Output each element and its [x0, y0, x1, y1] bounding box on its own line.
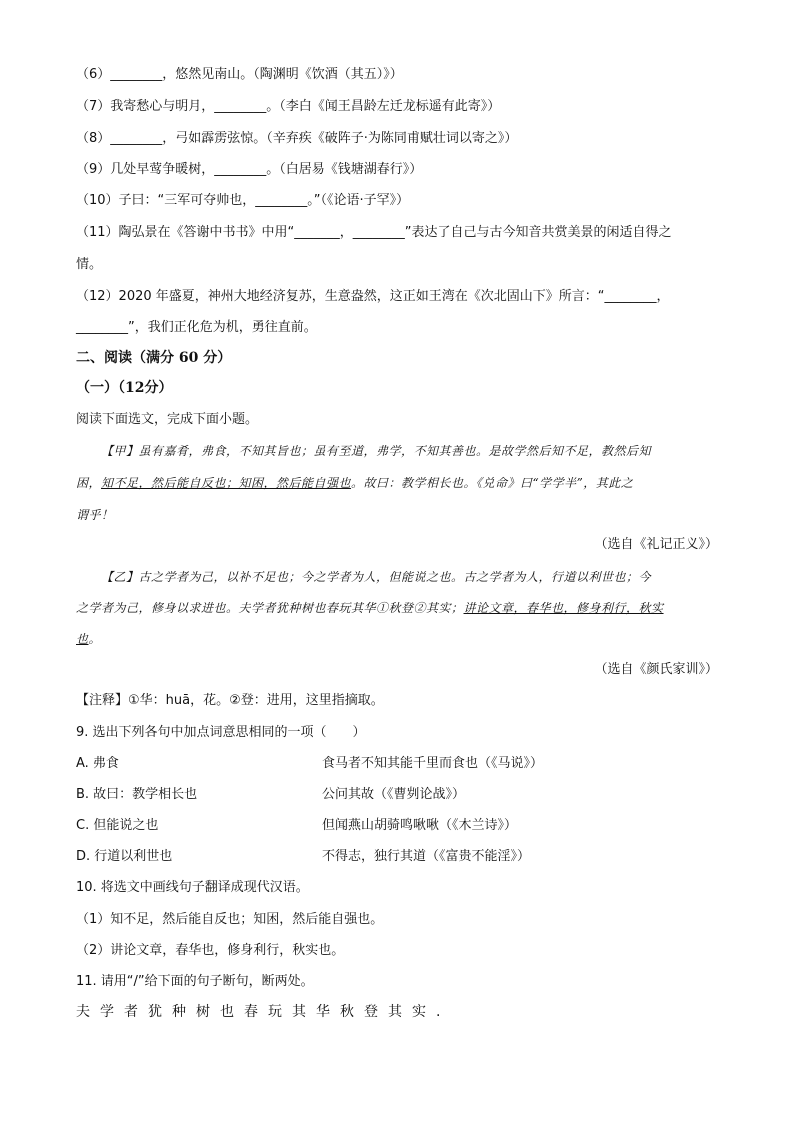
question-9-stem: 9. 选出下列各句中加点词意思相同的一项（ ）	[76, 725, 366, 740]
question-9-option-d: D. 行道以利世也 不得志，独行其道（《富贵不能淫》）	[76, 849, 531, 864]
passage-jia-line-2: 困，知不足，然后能自反也；知困，然后能自强也。故曰：教学相长也。《兑命》曰“学学半”，其此之	[76, 476, 634, 490]
question-9-option-c: C. 但能说之也 但闻燕山胡骑鸣啾啾（《木兰诗》）	[76, 818, 518, 833]
passage-yi-line-2: 之学者为己，修身以求进也。夫学者犹种树也春玩其华①秋登②其实；讲论文章，春华也，修身利行，秋实	[76, 601, 664, 615]
underlined-sentence-1: 知不足，然后能自反也；知困，然后能自强也	[101, 476, 352, 490]
passage-jia-source: （选自《礼记正义》）	[594, 537, 718, 552]
question-12-fill: （12）2020 年盛夏，神州大地经济复苏，生意盎然，这正如王湾在《次北固山下》所言：“________，	[76, 289, 670, 304]
question-11-sentence: 夫学者犹种树也春玩其华秋登其实.	[76, 1004, 451, 1020]
annotation-note: 【注释】①华：huā，花。②登：进用，这里指摘取。	[76, 693, 384, 708]
question-8: （8）________，弓如霹雳弦惊。（辛弃疾《破阵子·为陈同甫赋壮词以寄之》）	[76, 131, 518, 146]
question-11-fill: （11）陶弘景在《答谢中书书》中用“_______，________”表达了自己与古今知音共赏美景的闲适自得之	[76, 225, 672, 240]
underlined-sentence-2: 讲论文章，春华也，修身利行，秋实	[463, 601, 664, 615]
question-6: （6）________，悠然见南山。（陶渊明《饮酒（其五）》）	[76, 67, 403, 82]
section-2-title: 二、阅读（满分 60 分）	[76, 350, 232, 366]
passage-yi-source: （选自《颜氏家训》）	[594, 662, 718, 677]
question-10-fill: （10）子曰：“三军可夺帅也，________。”（《论语·子罕》）	[76, 193, 410, 208]
question-10-item-2: （2）讲论文章，春华也，修身利行，秋实也。	[76, 943, 345, 958]
part-1-title: （一）（12分）	[76, 380, 173, 396]
question-9-fill: （9）几处早莺争暖树，________。（白居易《钱塘湖春行》）	[76, 162, 423, 177]
question-7: （7）我寄愁心与明月，________。（李白《闻王昌龄左迁龙标遥有此寄》）	[76, 99, 501, 114]
question-12-fill-cont: ________”，我们正化危为机，勇往直前。	[76, 320, 317, 335]
passage-yi-line-1: 【乙】古之学者为己，以补不足也；今之学者为人，但能说之也。古之学者为人，行道以利世也；今	[101, 570, 652, 584]
question-10-item-1: （1）知不足，然后能自反也；知困，然后能自强也。	[76, 912, 384, 927]
question-9-option-b: B. 故曰：教学相长也 公问其故（《曹刿论战》）	[76, 787, 466, 802]
passage-jia-line-3: 谓乎！	[76, 508, 114, 522]
passage-jia-line-1: 【甲】虽有嘉肴，弗食，不知其旨也；虽有至道，弗学，不知其善也。是故学然后知不足，教然后知	[101, 444, 652, 458]
question-10-stem: 10. 将选文中画线句子翻译成现代汉语。	[76, 880, 309, 895]
question-11-stem: 11. 请用“/”给下面的句子断句，断两处。	[76, 974, 314, 989]
question-9-option-a: A. 弗食 食马者不知其能千里而食也（《马说》）	[76, 756, 544, 771]
question-11-fill-cont: 情。	[76, 257, 103, 272]
reading-instruction: 阅读下面选文，完成下面小题。	[76, 412, 259, 427]
passage-yi-line-3: 也。	[76, 632, 102, 646]
